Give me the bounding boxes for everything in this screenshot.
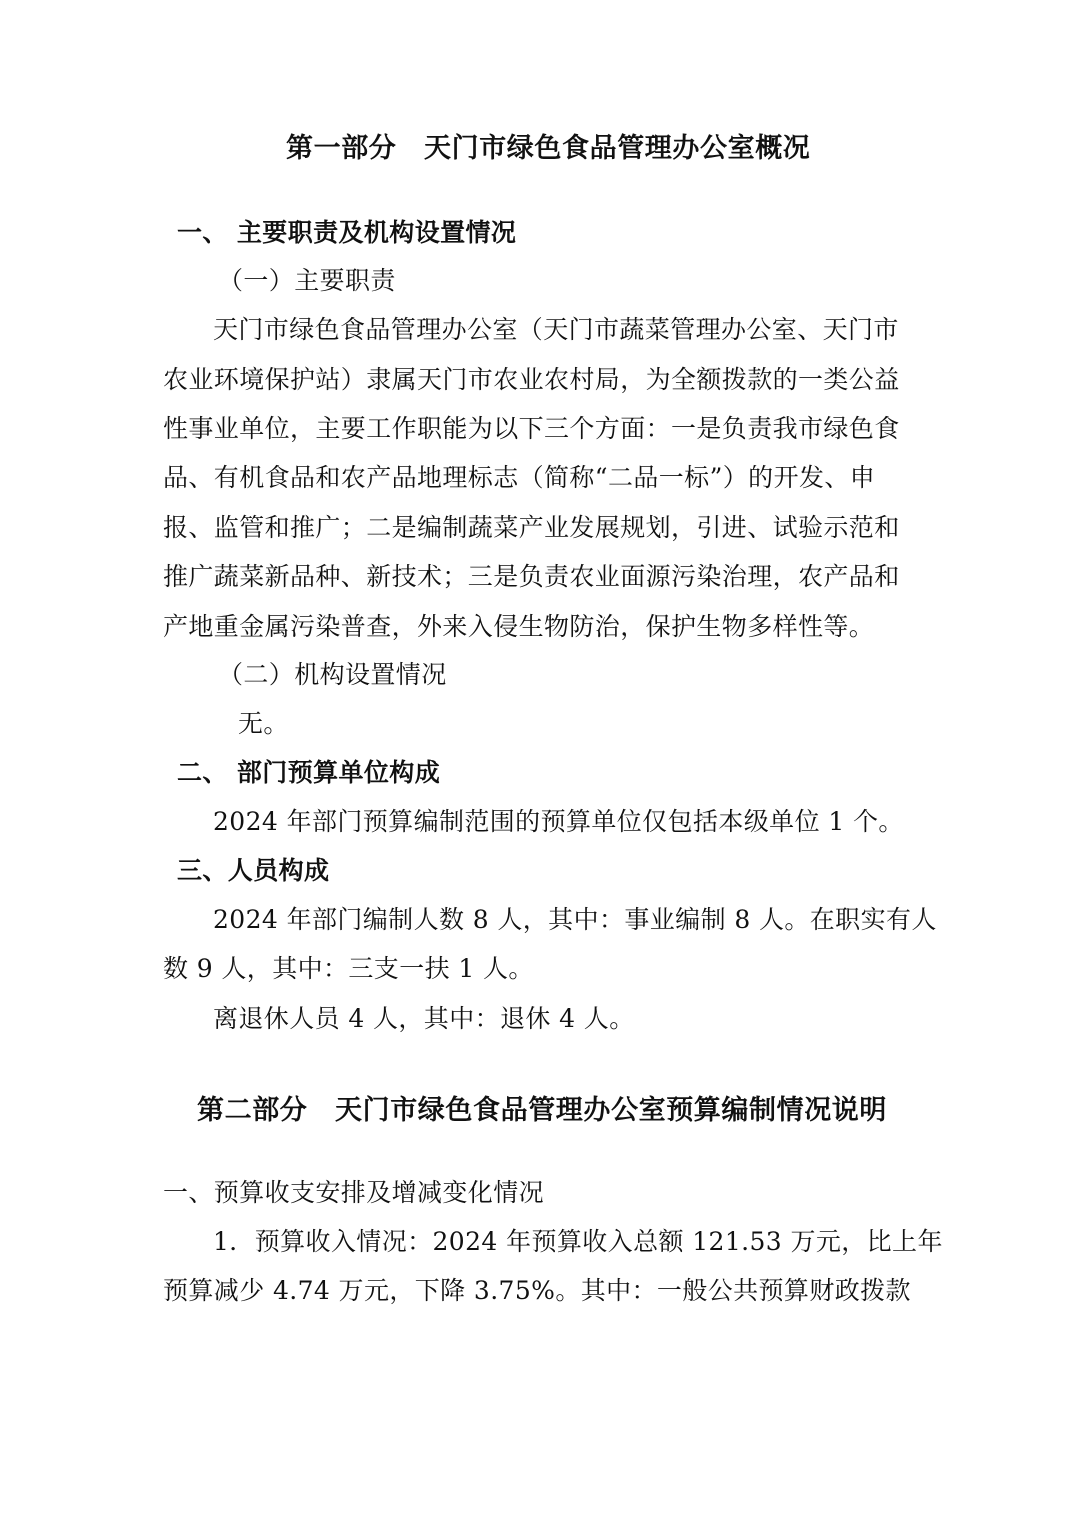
paragraph-line: 产地重金属污染普查，外来入侵生物防治，保护生物多样性等。 (163, 612, 875, 641)
paragraph-line: 天门市绿色食品管理办公室（天门市蔬菜管理办公室、天门市 (213, 315, 899, 344)
section3-heading: 三、人员构成 (177, 856, 330, 885)
part1-title: 第一部分 天门市绿色食品管理办公室概况 (286, 133, 811, 164)
part2-title: 第二部分 天门市绿色食品管理办公室预算编制情况说明 (197, 1095, 887, 1126)
sub2-text: 无。 (238, 709, 289, 738)
part2-section1-heading: 一、预算收支安排及增减变化情况 (163, 1178, 545, 1207)
paragraph-line: 预算减少 4.74 万元，下降 3.75%。其中：一般公共预算财政拨款 (163, 1276, 911, 1305)
paragraph-line: 农业环境保护站）隶属天门市农业农村局，为全额拨款的一类公益 (163, 365, 900, 394)
paragraph-line: 品、有机食品和农产品地理标志（简称“二品一标”）的开发、申 (163, 463, 876, 492)
sub1-heading: （一）主要职责 (218, 266, 396, 295)
section2-heading: 二、 部门预算单位构成 (177, 758, 441, 787)
retired-text: 离退休人员 4 人，其中：退休 4 人。 (213, 1004, 635, 1033)
paragraph-line: 数 9 人，其中：三支一扶 1 人。 (163, 954, 534, 983)
paragraph-line: 1．预算收入情况：2024 年预算收入总额 121.53 万元，比上年 (213, 1227, 943, 1256)
paragraph-line: 2024 年部门编制人数 8 人，其中：事业编制 8 人。在职实有人 (213, 905, 937, 934)
paragraph-line: 性事业单位，主要工作职能为以下三个方面：一是负责我市绿色食 (163, 414, 900, 443)
section2-text: 2024 年部门预算编制范围的预算单位仅包括本级单位 1 个。 (213, 807, 904, 836)
section1-heading: 一、 主要职责及机构设置情况 (177, 218, 517, 247)
paragraph-line: 报、监管和推广；二是编制蔬菜产业发展规划，引进、试验示范和 (163, 513, 900, 542)
sub2-heading: （二）机构设置情况 (218, 660, 447, 689)
paragraph-line: 推广蔬菜新品种、新技术；三是负责农业面源污染治理，农产品和 (163, 562, 900, 591)
